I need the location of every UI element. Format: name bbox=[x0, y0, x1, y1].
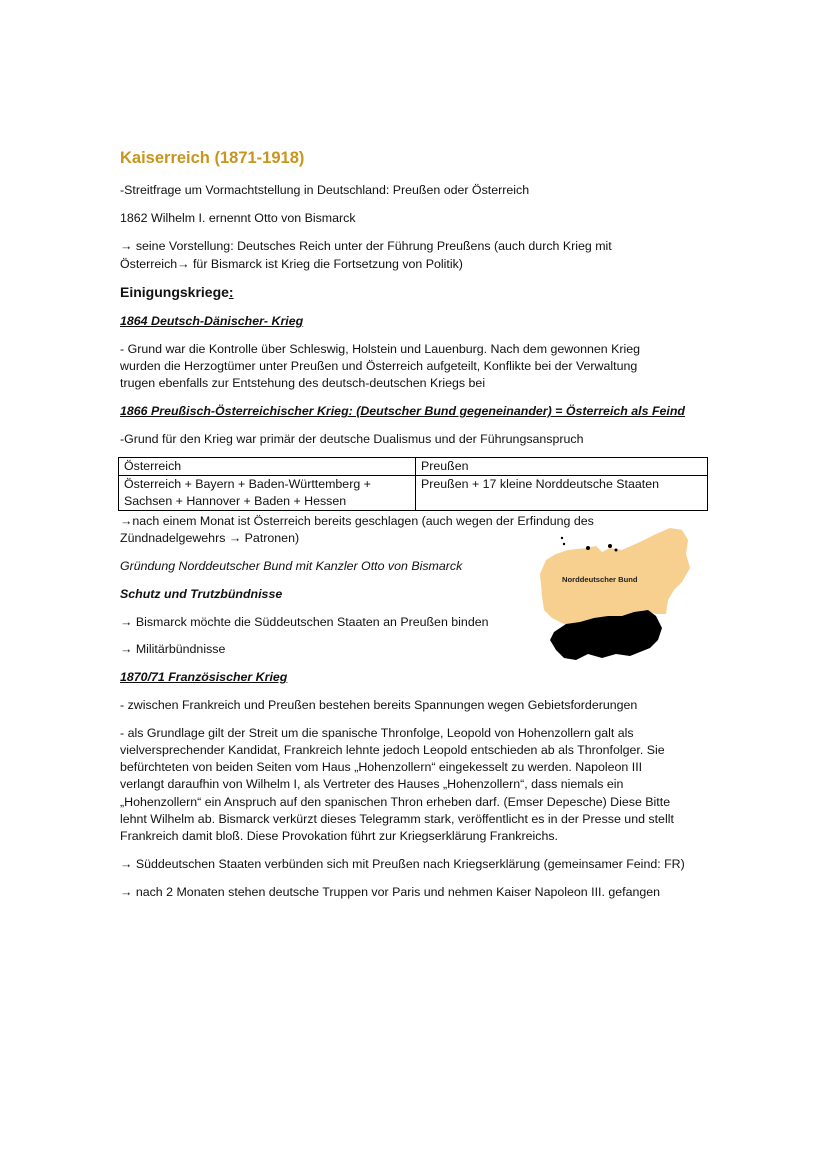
map-island-dot bbox=[586, 546, 590, 550]
table-cell-oesterreich bbox=[119, 476, 416, 511]
map-island-dot bbox=[563, 543, 565, 545]
table-cell-line: Österreich + Bayern + Baden-Württemberg + bbox=[124, 477, 371, 491]
intro-line-2: 1862 Wilhelm I. ernennt Otto von Bismarck bbox=[120, 211, 356, 225]
heading-schutz: Schutz und Trutzbündnisse bbox=[120, 587, 283, 601]
text-schutz-2: → Militärbündnisse bbox=[120, 642, 226, 656]
page-title: Kaiserreich (1871-1918) bbox=[120, 149, 305, 167]
table-header-preussen: Preußen bbox=[416, 458, 708, 476]
map-norddeutscher-bund bbox=[536, 524, 696, 664]
text-1870-line-4: verlangt daraufhin von Wilhelm I, als Vertreter des Hauses „Hohenzollern“, dass niemals ein bbox=[120, 777, 624, 791]
text-1866-after-1: →nach einem Monat ist Österreich bereits geschlagen (auch wegen der Erfindung des bbox=[120, 514, 594, 528]
heading-1864: 1864 Deutsch-Dänischer- Krieg bbox=[120, 314, 304, 328]
text-schutz-1: → Bismarck möchte die Süddeutschen Staaten an Preußen binden bbox=[120, 615, 489, 629]
table-cell-line: Sachsen + Hannover + Baden + Hessen bbox=[124, 494, 347, 508]
map-island-dot bbox=[608, 544, 612, 548]
table-row bbox=[119, 476, 708, 511]
text-1870-line-2: vielversprechender Kandidat, Frankreich lehnte jedoch Leopold entschieden ab als Thronfolger. Sie bbox=[120, 743, 665, 757]
intro-line-3b: Österreich→ für Bismarck ist Krieg die Fortsetzung von Politik) bbox=[120, 257, 463, 271]
einigungskriege-colon: : bbox=[228, 284, 234, 300]
einigungskriege-text: Einigungskriege bbox=[120, 284, 229, 300]
intro-line-3a: → seine Vorstellung: Deutsches Reich unter der Führung Preußens (auch durch Krieg mit bbox=[120, 239, 612, 253]
table-header-oesterreich: Österreich bbox=[119, 458, 416, 476]
map-label: Norddeutscher Bund bbox=[562, 575, 638, 584]
heading-1870: 1870/71 Französischer Krieg bbox=[120, 670, 288, 684]
text-1870-line-1: - als Grundlage gilt der Streit um die spanische Thronfolge, Leopold von Hohenzollern galt als bbox=[120, 726, 634, 740]
map-island-dot bbox=[615, 549, 618, 552]
text-gruendung: Gründung Norddeutscher Bund mit Kanzler Otto von Bismarck bbox=[120, 559, 463, 573]
section-heading-einigungskriege bbox=[120, 284, 234, 300]
intro-line-1: -Streitfrage um Vormachtstellung in Deutschland: Preußen oder Österreich bbox=[120, 183, 530, 197]
table-cell-preussen: Preußen + 17 kleine Norddeutsche Staaten bbox=[416, 476, 708, 511]
heading-1866: 1866 Preußisch-Österreichischer Krieg: (Deutscher Bund gegeneinander) = Österreich als Feind bbox=[120, 404, 685, 418]
text-1870-line-7: Frankreich damit bloß. Diese Provokation führt zur Kriegserklärung Frankreichs. bbox=[120, 829, 558, 843]
text-1866-after-2: Zündnadelgewehrs → Patronen) bbox=[120, 531, 300, 545]
map-island-dot bbox=[561, 537, 563, 539]
text-1870-line-6: lehnt Wilhelm ab. Bismarck verkürzt dieses Telegramm stark, veröffentlicht es in der Presse und stellt bbox=[120, 812, 674, 826]
text-1870-p4: → nach 2 Monaten stehen deutsche Truppen vor Paris und nehmen Kaiser Napoleon III. gefangen bbox=[120, 885, 661, 899]
text-1870-p1: - zwischen Frankreich und Preußen bestehen bereits Spannungen wegen Gebietsforderungen bbox=[120, 698, 638, 712]
text-1866-grund: -Grund für den Krieg war primär der deutsche Dualismus und der Führungsanspruch bbox=[120, 432, 584, 446]
text-1864-line-1: - Grund war die Kontrolle über Schleswig, Holstein und Lauenburg. Nach dem gewonnen Krieg bbox=[120, 342, 641, 356]
text-1870-line-3: befürchteten von beiden Seiten vom Haus „Hohenzollern“ eingekesselt zu werden. Napoleon III bbox=[120, 760, 643, 774]
text-1870-p3: → Süddeutschen Staaten verbünden sich mit Preußen nach Kriegserklärung (gemeinsamer Feind: FR) bbox=[120, 857, 685, 871]
text-1864-line-3: trugen ebenfalls zur Entstehung des deutsch-deutschen Kriegs bei bbox=[120, 376, 486, 390]
comparison-table bbox=[118, 457, 708, 511]
table-row bbox=[119, 458, 708, 476]
text-1870-line-5: „Hohenzollern“ ein Anspruch auf den spanischen Thron erheben darf. (Emser Depesche) Diese Bitte bbox=[120, 795, 671, 809]
text-1864-line-2: wurden die Herzogtümer unter Preußen und Österreich aufgeteilt, Konflikte bei der Verwaltung bbox=[120, 359, 638, 373]
